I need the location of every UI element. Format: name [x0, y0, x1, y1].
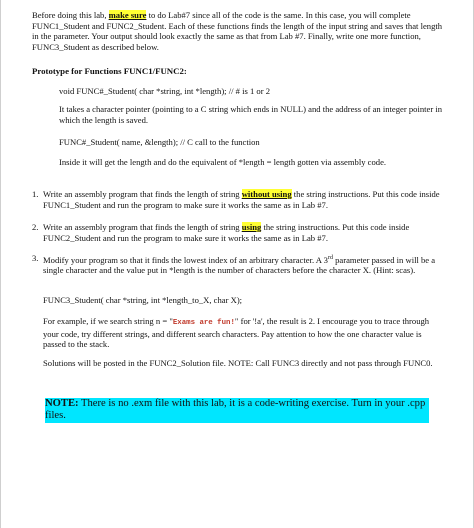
prototype-call: FUNC#_Student( name, &length); // C call to the function: [59, 137, 260, 147]
example-code: Exams are fun!: [172, 319, 235, 327]
prototype-declaration: void FUNC#_Student( char *string, int *length); // # is 1 or 2: [59, 86, 271, 96]
note-label: NOTE:: [45, 398, 79, 409]
list-item-3: [32, 253, 444, 287]
prototype-heading: Prototype for Functions FUNC1/FUNC2:: [32, 66, 187, 76]
list-number: 2.: [32, 222, 39, 232]
func3-declaration: FUNC3_Student( char *string, int *length_to_X, char X);: [43, 295, 243, 305]
list-text-pre: Modify your program so that it finds the lowest index of an arbitrary character. A 3: [43, 254, 328, 265]
func3-example: [43, 316, 443, 350]
list-item-2: [32, 222, 444, 244]
list-text-post: parameter passed in will be a single character and the value put in *length is the number of characters before the character X. (Hint: scas).: [43, 254, 436, 276]
example-post: " for '!a', the result is 2. I encourage you to trace through your code, try different strings, and different search characters. Pay attention to how the one character value is passed to the stack.: [43, 316, 430, 350]
solutions-paragraph: Solutions will be posted in the FUNC2_Solution file. NOTE: Call FUNC3 directly and not pass through FUNC0.: [43, 358, 433, 368]
list-highlight: using: [241, 222, 262, 232]
list-number: 3.: [32, 253, 39, 263]
note-text: There is no .exm file with this lab, it is a code-writing exercise. Turn in your .cpp files.: [45, 398, 426, 422]
list-highlight: without using: [241, 189, 292, 199]
list-text-post: the string instructions. Put this code inside FUNC1_Student and run the program to make sure it works the same as in Lab #7.: [43, 189, 440, 210]
intro-post: to do Lab#7 since all of the code is the same. In this case, you will complete FUNC1_Student and FUNC2_Student. Each of these functions finds the length of the input string and saves that length in the parameter. Your output should look exactly the same as that from Lab #7. Finally, write one more function, FUNC3_Student as described below.: [32, 10, 443, 52]
intro-pre: Before doing this lab,: [32, 10, 109, 20]
list-number: 1.: [32, 189, 39, 199]
list-text: [43, 189, 443, 210]
list-text-pre: Write an assembly program that finds the length of string: [43, 222, 242, 232]
prototype-inside: Inside it will get the length and do the equivalent of *length = length gotten via assembly code.: [59, 157, 387, 167]
intro-highlight: make sure: [108, 10, 147, 20]
list-text: [43, 253, 443, 276]
intro-paragraph: [32, 10, 444, 52]
list-text-pre: Write an assembly program that finds the length of string: [43, 189, 242, 199]
example-pre: For example, if we search string n = ": [43, 316, 173, 326]
list-text: [43, 222, 443, 243]
note-banner: [45, 398, 429, 423]
superscript: rd: [327, 255, 333, 261]
prototype-description: It takes a character pointer (pointing to a C string which ends in NULL) and the address of an integer pointer in which the length is saved.: [59, 104, 443, 125]
list-item-1: [32, 189, 444, 211]
list-text-post: the string instructions. Put this code inside FUNC2_Student and run the program to make sure it works the same as in Lab #7.: [43, 222, 410, 243]
